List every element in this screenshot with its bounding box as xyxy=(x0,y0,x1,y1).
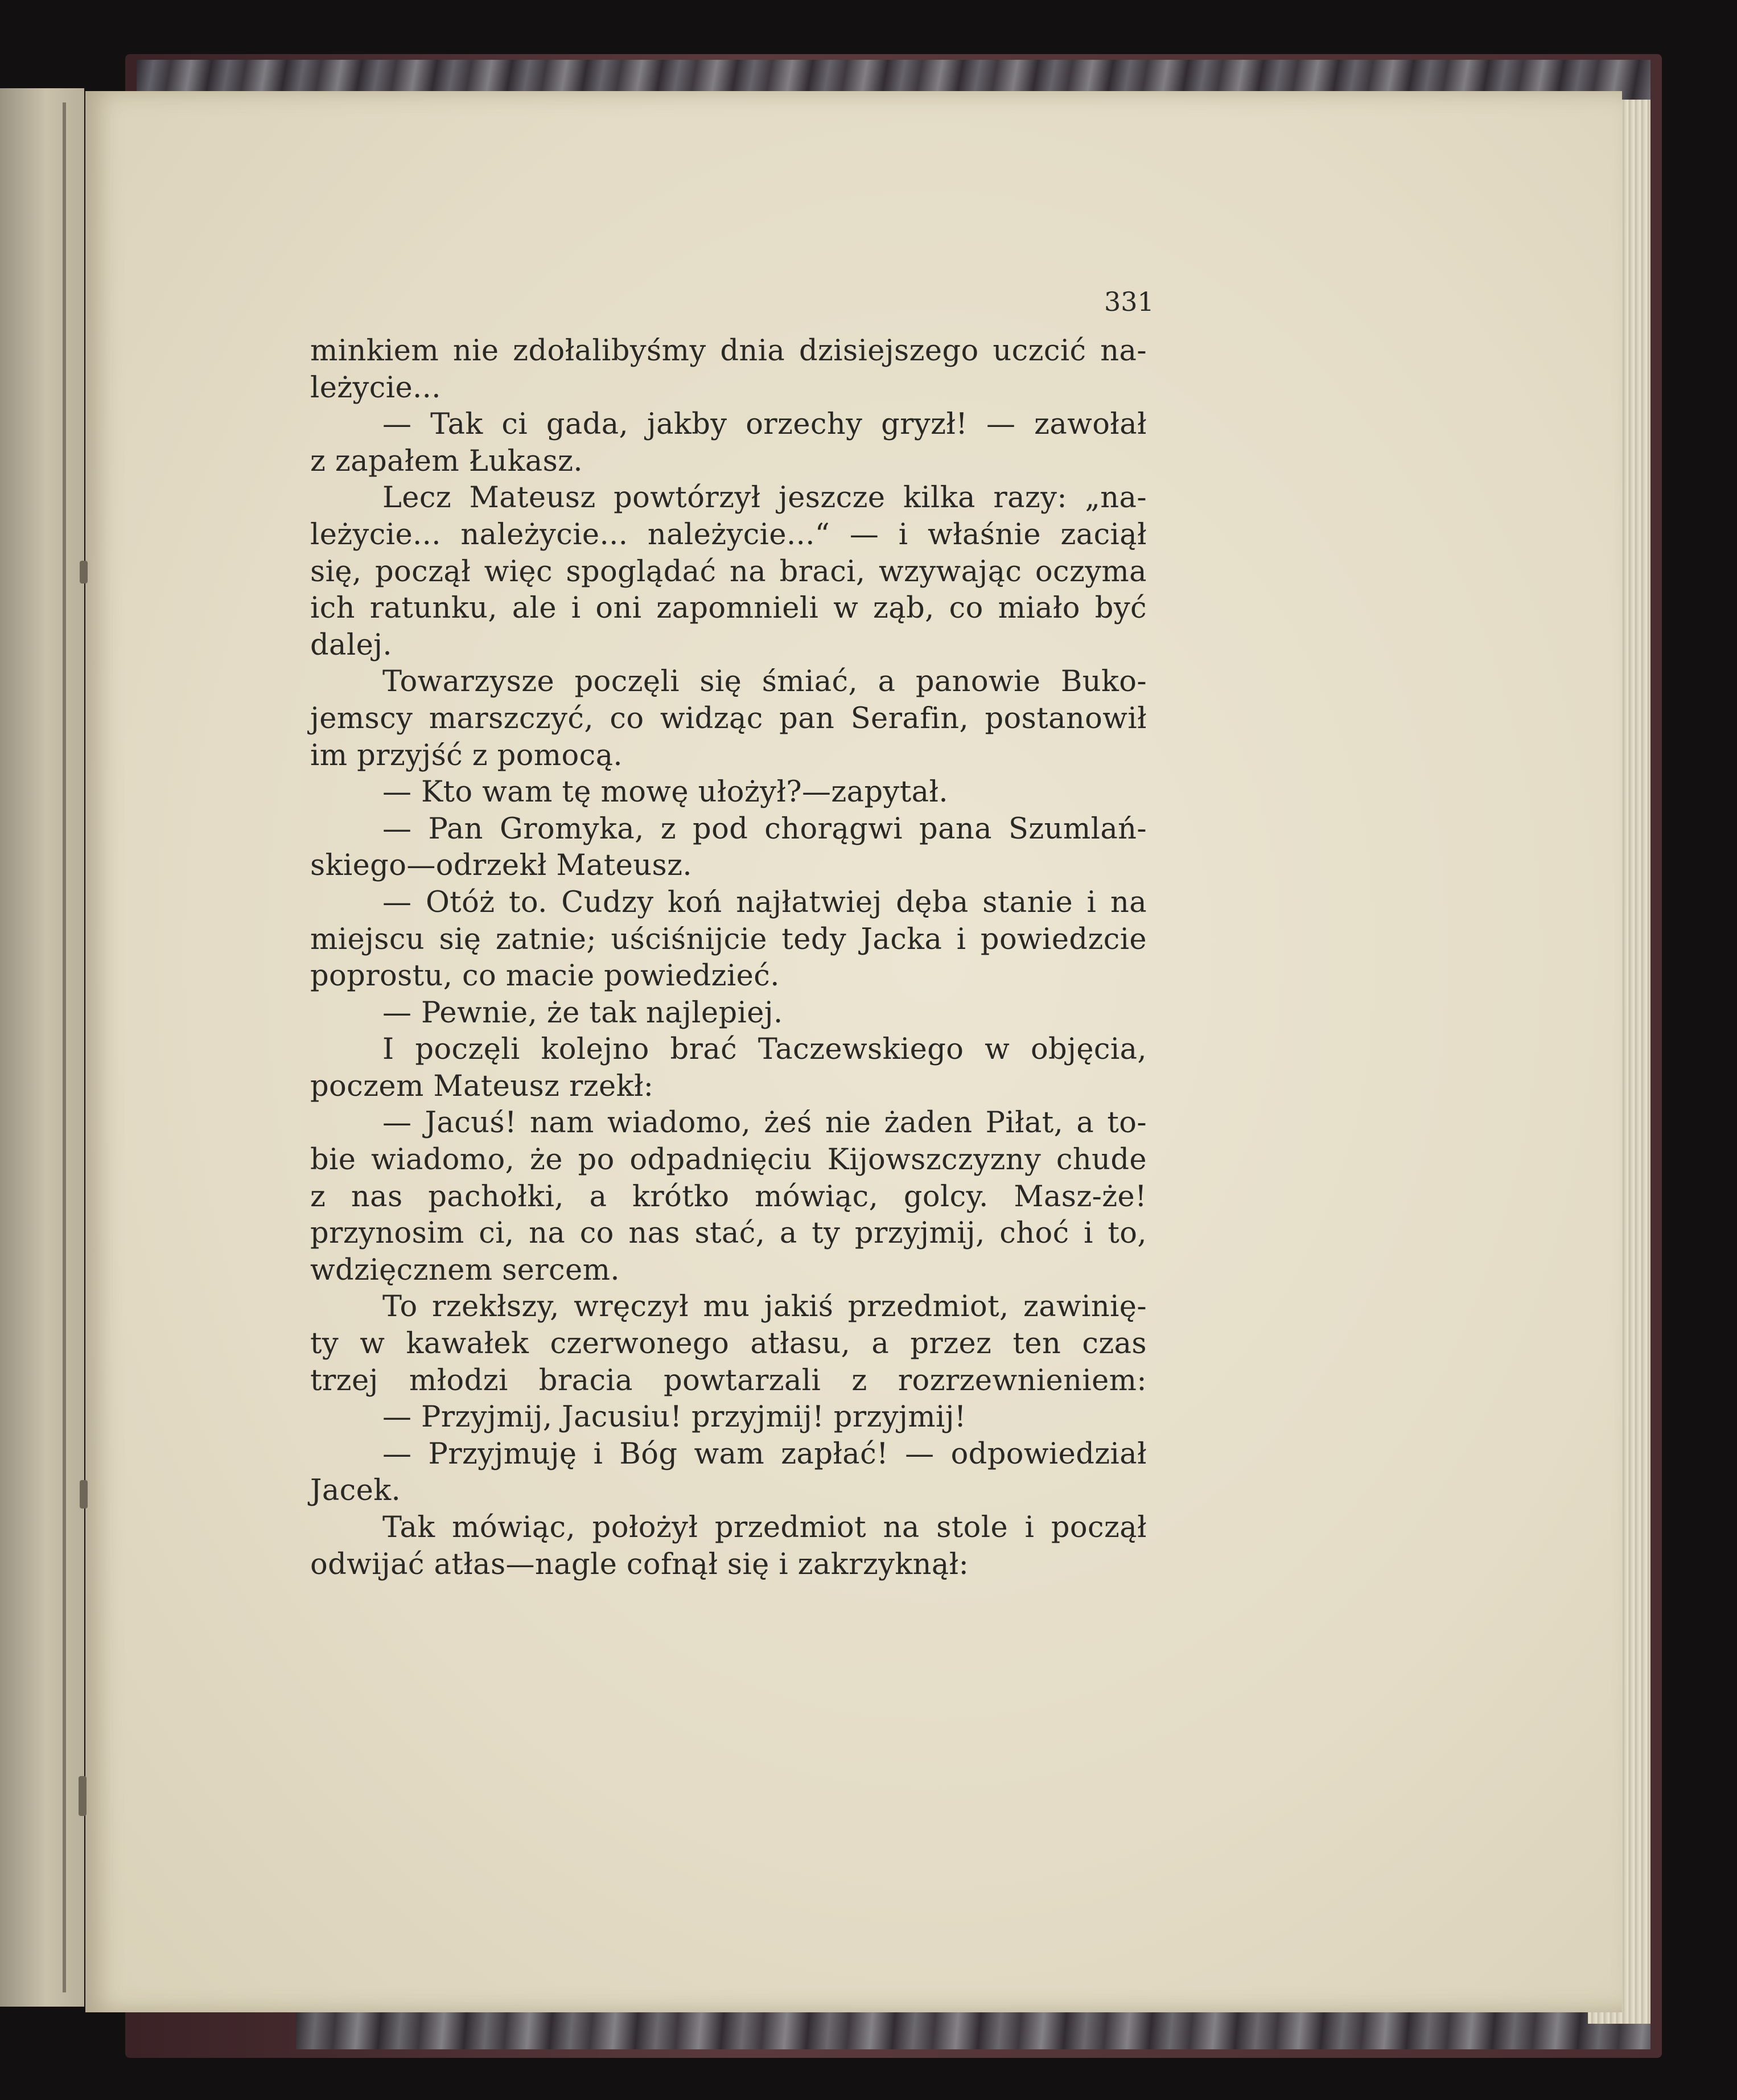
left-page-edge xyxy=(0,88,84,2007)
text-line: I poczęli kolejno brać Taczewskiego w objęcia, xyxy=(382,1033,1147,1067)
text-line: z nas pachołki, a krótko mówiąc, golcy. Masz-że! xyxy=(310,1180,1147,1214)
text-line: ty w kawałek czerwonego atłasu, a przez ten czas xyxy=(310,1327,1147,1361)
text-line: odwijać atłas—nagle cofnął się i zakrzyknął: xyxy=(310,1547,969,1581)
text-line: — Otóż to. Cudzy koń najłatwiej dęba stanie i na xyxy=(382,885,1147,919)
text-line: minkiem nie zdołalibyśmy dnia dzisiejszego uczcić na- xyxy=(310,334,1147,368)
text-line: Lecz Mateusz powtórzył jeszcze kilka razy: „na- xyxy=(382,481,1147,515)
text-line: bie wiadomo, że po odpadnięciu Kijowszczyzny chude xyxy=(310,1143,1147,1177)
text-line: leżycie... należycie... należycie...“ — i właśnie zaciął xyxy=(310,517,1147,552)
text-line: poczem Mateusz rzekł: xyxy=(310,1069,654,1103)
text-body xyxy=(310,333,1147,1583)
text-line: To rzekłszy, wręczył mu jakiś przedmiot, zawinię- xyxy=(382,1290,1147,1324)
text-line: przynosim ci, na co nas stać, a ty przyjmij, choć i to, xyxy=(310,1217,1147,1251)
text-line: im przyjść z pomocą. xyxy=(310,738,623,772)
left-page-shadow xyxy=(63,102,66,1992)
text-line: Towarzysze poczęli się śmiać, a panowie Buko- xyxy=(382,665,1147,699)
text-line: skiego—odrzekł Mateusz. xyxy=(310,849,692,883)
text-line: z zapałem Łukasz. xyxy=(310,444,583,478)
text-line: miejscu się zatnie; uściśnijcie tedy Jacka i powiedzcie xyxy=(310,922,1147,956)
gutter-mark xyxy=(80,561,88,583)
marbled-cover-bottom xyxy=(296,2009,1650,2049)
text-line: Tak mówiąc, położył przedmiot na stole i począł xyxy=(382,1511,1147,1544)
gutter-mark xyxy=(79,1776,87,1816)
text-line: — Przyjmuję i Bóg wam zapłać! — odpowiedział xyxy=(382,1437,1147,1471)
text-line: Jacek. xyxy=(310,1474,401,1508)
page-number: 331 xyxy=(1104,286,1154,317)
text-line: wdzięcznem sercem. xyxy=(310,1253,620,1287)
text-line: — Tak ci gada, jakby orzechy gryzł! — zawołał xyxy=(382,408,1147,442)
text-line: — Kto wam tę mowę ułożył?—zapytał. xyxy=(382,775,948,809)
text-line: — Przyjmij, Jacusiu! przyjmij! przyjmij! xyxy=(382,1400,966,1435)
text-line: leżycie... xyxy=(310,371,441,405)
gutter-mark xyxy=(80,1480,88,1509)
text-line: się, począł więc spoglądać na braci, wzywając oczyma xyxy=(310,554,1147,589)
text-line: dalej. xyxy=(310,628,392,662)
text-line: jemscy marszczyć, co widząc pan Serafin, postanowił xyxy=(310,701,1147,735)
text-line: ich ratunku, ale i oni zapomnieli w ząb, co miało być xyxy=(310,591,1147,626)
text-line: — Pewnie, że tak najlepiej. xyxy=(382,996,783,1030)
text-line: — Pan Gromyka, z pod chorągwi pana Szumlań- xyxy=(382,812,1147,846)
text-line: trzej młodzi bracia powtarzali z rozrzewnieniem: xyxy=(310,1363,1147,1398)
text-line: — Jacuś! nam wiadomo, żeś nie żaden Piłat, a to- xyxy=(382,1106,1147,1140)
text-line: poprostu, co macie powiedzieć. xyxy=(310,959,780,993)
